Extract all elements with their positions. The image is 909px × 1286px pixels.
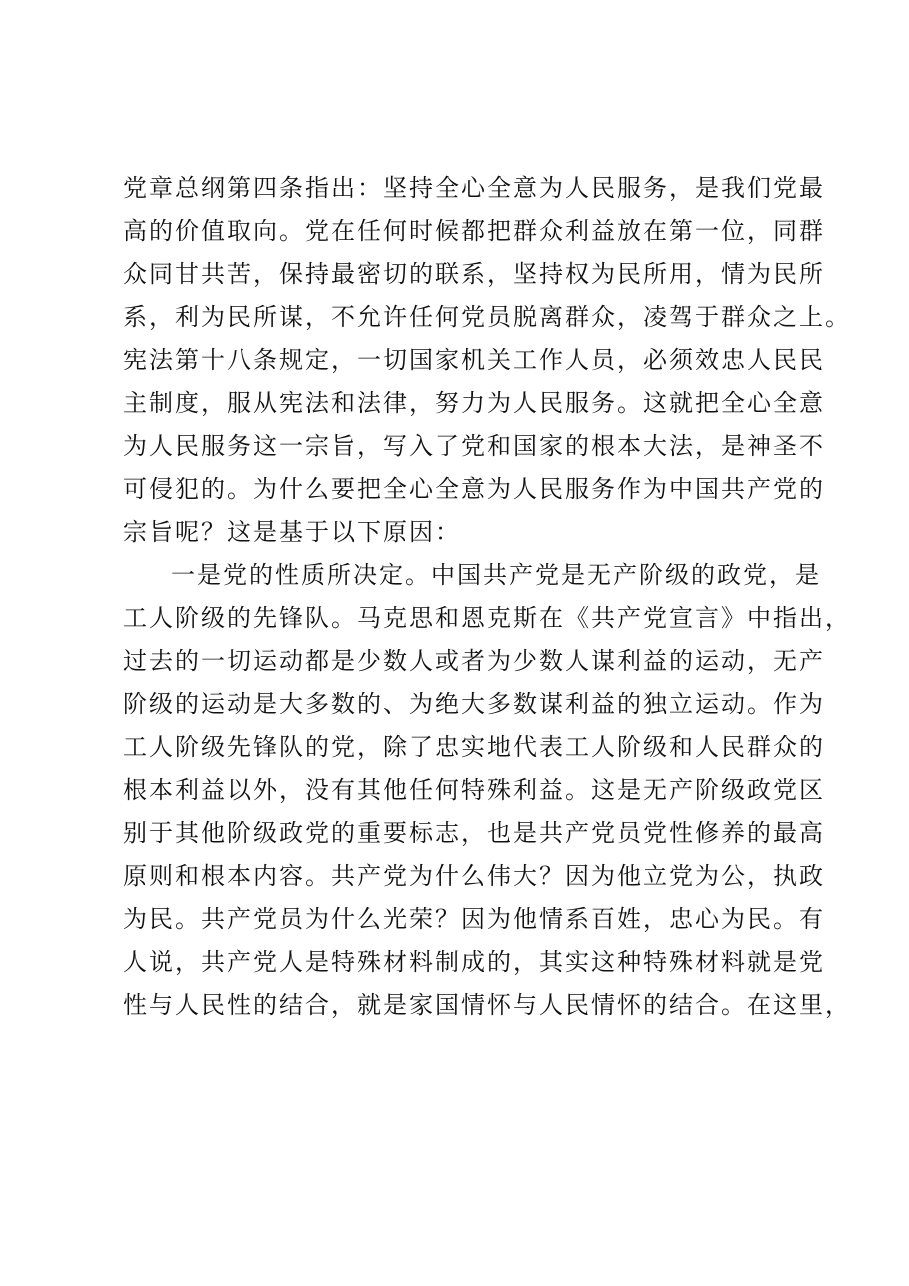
text-line: 根本利益以外，没有其他任何特殊利益。这是无产阶级政党区 [123, 776, 825, 804]
text-line: 宗旨呢？这是基于以下原因： [123, 518, 461, 546]
text-line: 工人阶级先锋队的党，除了忠实地代表工人阶级和人民群众的 [123, 733, 825, 761]
text-line: 工人阶级的先锋队。马克思和恩克斯在《共产党宣言》中指出， [123, 604, 851, 632]
text-line: 过去的一切运动都是少数人或者为少数人谋利益的运动，无产 [123, 647, 825, 675]
text-line: 可侵犯的。为什么要把全心全意为人民服务作为中国共产党的 [123, 475, 825, 503]
text-line: 宪法第十八条规定，一切国家机关工作人员，必须效忠人民民 [123, 346, 825, 374]
text-line: 系，利为民所谋，不允许任何党员脱离群众，凌驾于群众之上。 [123, 303, 851, 331]
text-line: 为人民服务这一宗旨，写入了党和国家的根本大法，是神圣不 [123, 432, 825, 460]
paragraph-first-line: 一是党的性质所决定。中国共产党是无产阶级的政党，是 [171, 561, 821, 589]
text-line: 党章总纲第四条指出：坚持全心全意为人民服务，是我们党最 [123, 174, 825, 202]
text-line: 众同甘共苦，保持最密切的联系，坚持权为民所用，情为民所 [123, 260, 825, 288]
text-line: 主制度，服从宪法和法律，努力为人民服务。这就把全心全意 [123, 389, 825, 417]
text-line: 人说，共产党人是特殊材料制成的，其实这种特殊材料就是党 [123, 948, 825, 976]
text-line: 别于其他阶级政党的重要标志，也是共产党员党性修养的最高 [123, 819, 825, 847]
text-line: 高的价值取向。党在任何时候都把群众利益放在第一位，同群 [123, 217, 825, 245]
text-line: 性与人民性的结合，就是家国情怀与人民情怀的结合。在这里， [123, 991, 851, 1019]
text-line: 原则和根本内容。共产党为什么伟大？因为他立党为公，执政 [123, 862, 825, 890]
text-line: 阶级的运动是大多数的、为绝大多数谋利益的独立运动。作为 [123, 690, 825, 718]
text-line: 为民。共产党员为什么光荣？因为他情系百姓，忠心为民。有 [123, 905, 825, 933]
